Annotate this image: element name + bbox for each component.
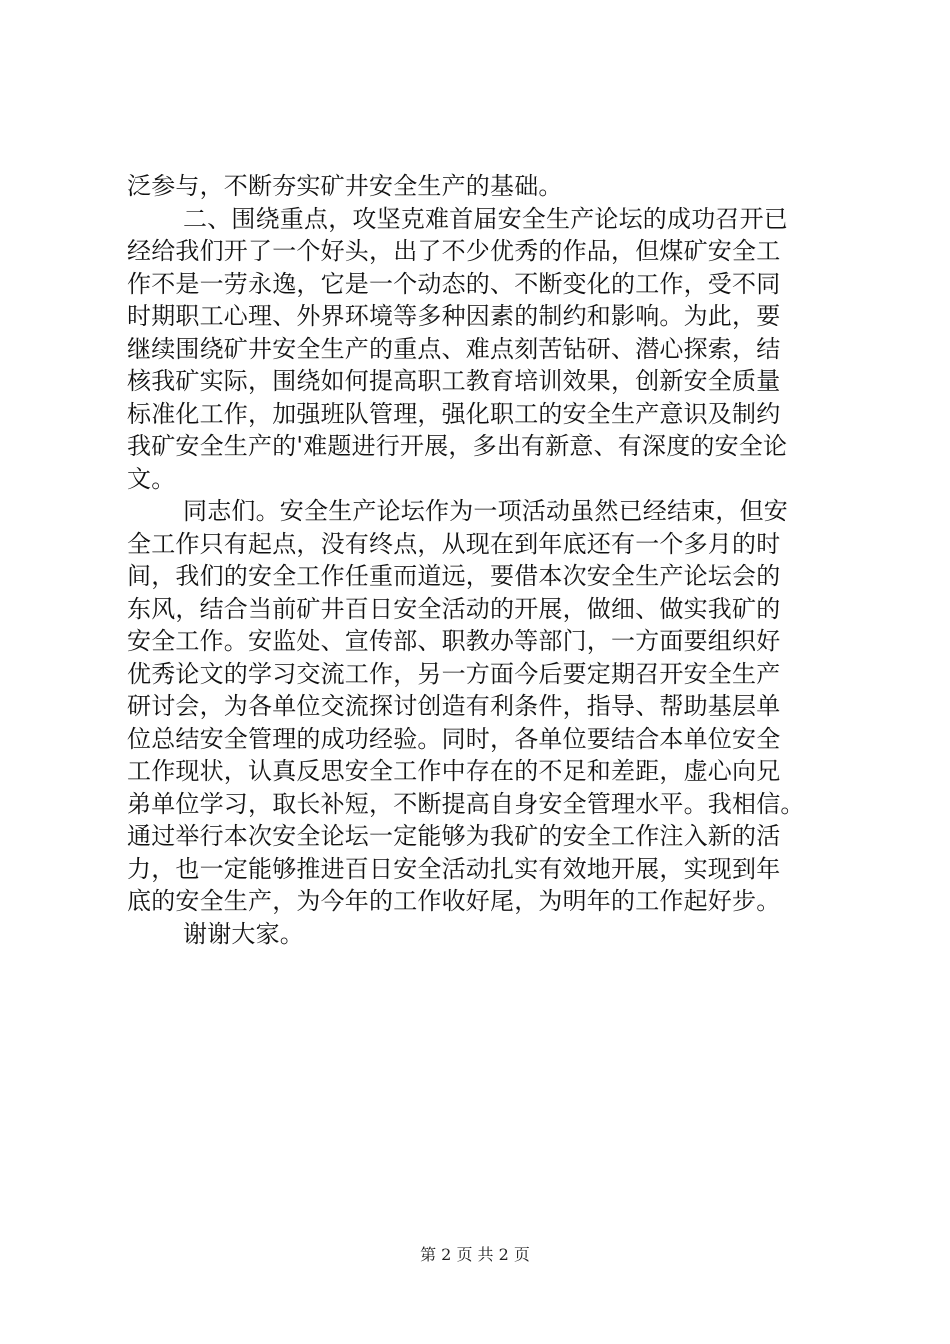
page-number-footer: 第 2 页 共 2 页 [420, 1245, 530, 1264]
text-line: 继续围绕矿井安全生产的重点、难点刻苦钻研、潜心探索，结 [127, 334, 781, 363]
text-line: 间，我们的安全工作任重而道远，要借本次安全生产论坛会的 [127, 562, 781, 590]
text-line: 底的安全生产，为今年的工作收好尾，为明年的工作起好步。 [127, 887, 781, 915]
closing-line: 谢谢大家。 [183, 919, 304, 948]
paragraph-3-start: 同志们。安全生产论坛作为一项活动虽然已经结束，但安 [183, 497, 788, 525]
text-line: 文。 [127, 464, 176, 493]
text-line: 研讨会，为各单位交流探讨创造有利条件，指导、帮助基层单 [127, 692, 781, 720]
text-line: 位总结安全管理的成功经验。同时，各单位要结合本单位安全 [127, 724, 781, 753]
paragraph-2-start: 二、围绕重点，攻坚克难首届安全生产论坛的成功召开已 [183, 204, 788, 233]
text-line: 东风，结合当前矿井百日安全活动的开展，做细、做实我矿的 [127, 594, 781, 623]
text-line: 全工作只有起点，没有终点，从现在到年底还有一个多月的时 [127, 529, 781, 558]
text-line: 泛参与，不断夯实矿井安全生产的基础。 [127, 172, 563, 200]
text-line: 经给我们开了一个好头，出了不少优秀的作品，但煤矿安全工 [127, 237, 781, 265]
document-body [127, 170, 827, 950]
text-line: 力，也一定能够推进百日安全活动扎实有效地开展，实现到年 [127, 854, 781, 883]
text-line: 我矿安全生产的'难题进行开展，多出有新意、有深度的安全论 [127, 432, 788, 460]
text-line: 时期职工心理、外界环境等多种因素的制约和影响。为此，要 [127, 302, 781, 330]
text-line: 通过举行本次安全论坛一定能够为我矿的安全工作注入新的活 [127, 822, 781, 850]
text-line: 优秀论文的学习交流工作，另一方面今后要定期召开安全生产 [127, 659, 781, 688]
text-line: 安全工作。安监处、宣传部、职教办等部门，一方面要组织好 [127, 627, 781, 655]
text-line: 作不是一劳永逸，它是一个动态的、不断变化的工作，受不同 [127, 269, 781, 298]
text-line: 弟单位学习，取长补短，不断提高自身安全管理水平。我相信。 [127, 789, 805, 818]
text-line: 核我矿实际，围绕如何提高职工教育培训效果，创新安全质量 [127, 367, 781, 395]
text-line: 标准化工作，加强班队管理，强化职工的安全生产意识及制约 [127, 399, 781, 428]
text-line: 工作现状，认真反思安全工作中存在的不足和差距，虚心向兄 [127, 757, 781, 785]
